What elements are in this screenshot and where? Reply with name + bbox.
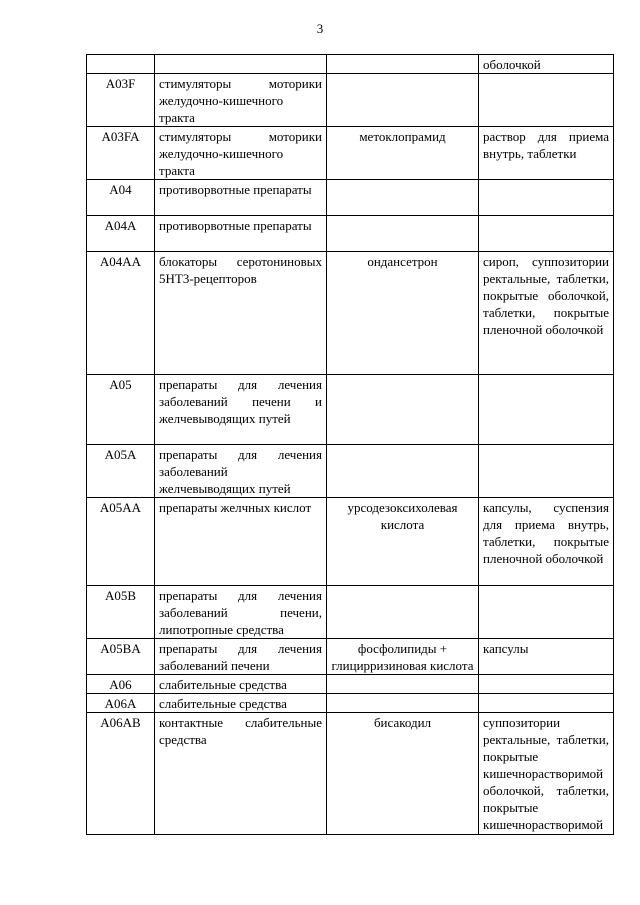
dosage-form-cell: капсулы, суспензия для приема внутрь, таблетки, покрытые пленочной оболочкой [479,498,614,586]
table-row [87,252,614,375]
group-name-cell: противорвотные препараты [155,180,327,216]
dosage-form-cell [479,180,614,216]
inn-cell: ондансетрон [327,252,479,375]
dosage-form-cell [479,675,614,694]
group-name-cell: стимуляторы моторики желудочно-кишечного тракта [155,74,327,127]
group-name-cell: контактные слабительные средства [155,713,327,835]
atc-code-cell: A04A [87,216,155,252]
group-name-cell: блокаторы серотониновых 5HT3-рецепторов [155,252,327,375]
drug-table [86,54,614,835]
dosage-form-cell [479,445,614,498]
group-name-cell: слабительные средства [155,675,327,694]
atc-code-cell: A05BA [87,639,155,675]
group-name-cell: препараты желчных кислот [155,498,327,586]
dosage-form-cell [479,375,614,445]
atc-code-cell: A06 [87,675,155,694]
dosage-form-cell [479,216,614,252]
atc-code-cell: A06AB [87,713,155,835]
atc-code-cell: A04 [87,180,155,216]
table-row [87,713,614,835]
atc-code-cell: A06A [87,694,155,713]
dosage-form-cell [479,74,614,127]
table-row [87,180,614,216]
inn-cell: фосфолипиды + глицирризиновая кислота [327,639,479,675]
inn-cell [327,216,479,252]
table-row [87,586,614,639]
table-row [87,675,614,694]
atc-code-cell: A03F [87,74,155,127]
group-name-cell: препараты для лечения заболеваний печени и желчевыводящих путей [155,375,327,445]
dosage-form-cell: сироп, суппозитории ректальные, таблетки, покрытые оболочкой, таблетки, покрытые пленочной оболочкой [479,252,614,375]
table-row [87,375,614,445]
table-row [87,216,614,252]
table-row [87,445,614,498]
dosage-form-cell [479,694,614,713]
table-row [87,55,614,74]
table-row [87,639,614,675]
dosage-form-cell: капсулы [479,639,614,675]
table-row [87,498,614,586]
dosage-form-cell: суппозитории ректальные, таблетки, покрытые кишечнорастворимой оболочкой, таблетки, покрытые кишечнорастворимой [479,713,614,835]
inn-cell [327,694,479,713]
inn-cell [327,55,479,74]
dosage-form-cell: оболочкой [479,55,614,74]
group-name-cell: препараты для лечения заболеваний желчевыводящих путей [155,445,327,498]
inn-cell [327,445,479,498]
table-row [87,127,614,180]
atc-code-cell: A05A [87,445,155,498]
dosage-form-cell [479,586,614,639]
inn-cell [327,74,479,127]
group-name-cell: противорвотные препараты [155,216,327,252]
group-name-cell: стимуляторы моторики желудочно-кишечного тракта [155,127,327,180]
table-row [87,74,614,127]
group-name-cell: препараты для лечения заболеваний печени [155,639,327,675]
inn-cell [327,586,479,639]
inn-cell: бисакодил [327,713,479,835]
dosage-form-cell: раствор для приема внутрь, таблетки [479,127,614,180]
atc-code-cell [87,55,155,74]
atc-code-cell: A05B [87,586,155,639]
inn-cell [327,180,479,216]
inn-cell [327,675,479,694]
inn-cell [327,375,479,445]
group-name-cell: слабительные средства [155,694,327,713]
atc-code-cell: A03FA [87,127,155,180]
atc-code-cell: A04AA [87,252,155,375]
inn-cell: метоклопрамид [327,127,479,180]
group-name-cell: препараты для лечения заболеваний печени, липотропные средства [155,586,327,639]
group-name-cell [155,55,327,74]
inn-cell: урсодезоксихолевая кислота [327,498,479,586]
atc-code-cell: A05AA [87,498,155,586]
table-row [87,694,614,713]
atc-code-cell: A05 [87,375,155,445]
page-number: 3 [316,21,324,36]
